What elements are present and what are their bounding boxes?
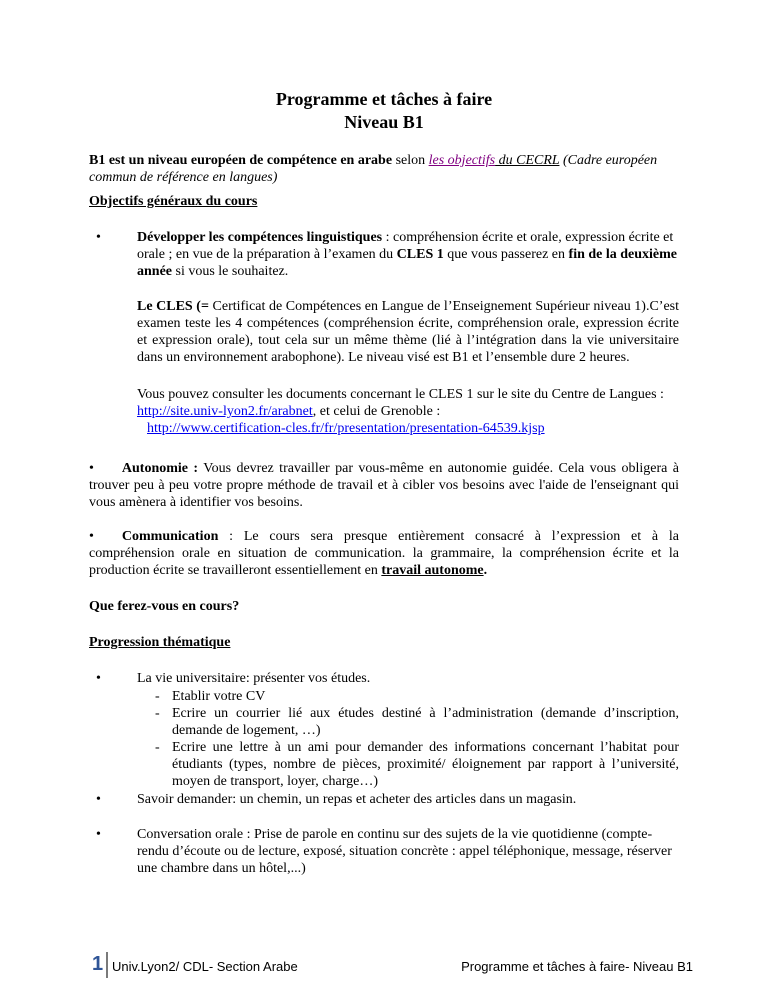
bullet-icon: •	[96, 792, 101, 807]
item-savoir-demander: Savoir demander: un chemin, un repas et acheter des articles dans un magasin.	[137, 792, 577, 807]
cles-bold: CLES 1	[396, 247, 444, 262]
arabnet-link[interactable]: http://site.univ-lyon2.fr/arabnet	[137, 404, 313, 419]
consult-text1: Vous pouvez consulter les documents concernant le CLES 1 sur le site du Centre de Langues :	[137, 387, 664, 402]
communication-text: : Le cours sera presque entièrement consacré à l’expression et à la compréhension orale en situation de communication. la grammaire, la compréhension écrite et la production écrite se travailleront essentiellement en	[89, 529, 679, 578]
communication-end: .	[483, 563, 488, 578]
certification-link[interactable]: http://www.certification-cles.fr/fr/presentation/presentation-64539.kjsp	[147, 421, 545, 436]
footer-right-text: Programme et tâches à faire- Niveau B1	[461, 959, 693, 974]
item-conversation: Conversation orale : Prise de parole en continu sur des sujets de la vie quotidienne (compte-rendu d’écoute ou de lecture, exposé, situation concrète : appel téléphonique, message, réserver une chambre dans un hôtel,...)	[137, 827, 672, 876]
bullet-icon: •	[89, 529, 94, 544]
footer-divider	[106, 952, 108, 978]
dash-icon: -	[155, 706, 160, 721]
cours-heading: Que ferez-vous en cours?	[89, 599, 240, 614]
competences-text3: si vous le souhaitez.	[172, 264, 289, 279]
autonomie-text: Vous devrez travailler par vous-même en autonomie guidée. Cela vous obligera à trouver peu à peu votre propre méthode de travail et à cibler vos besoins avec l'aide de l'enseignant qui vous amènera à identifier vos besoins.	[89, 461, 679, 510]
autonomie-bold: Autonomie :	[121, 461, 199, 476]
footer-left-text: Univ.Lyon2/ CDL- Section Arabe	[112, 959, 298, 974]
objectifs-heading: Objectifs généraux du cours	[89, 194, 258, 209]
intro-bold: B1 est un niveau européen de compétence en arabe	[89, 153, 393, 168]
competences-text2: que vous passerez en	[443, 247, 569, 262]
objectifs-link[interactable]: les objectifs	[428, 153, 496, 168]
page-number: 1	[92, 953, 104, 975]
competences-bold: Développer les compétences linguistiques	[137, 230, 383, 245]
fin-bold: fin de la deuxième année	[137, 247, 678, 279]
dash-item-lettre: Ecrire une lettre à un ami pour demander des informations concernant l’habitat pour étudiants (types, nombre de pièces, proximité/ éloignement par rapport à l’université, moyen de transport, loyer, charge…)	[172, 740, 679, 789]
communication-bold: Communication	[121, 529, 219, 544]
competences-text: : compréhension écrite et orale, expression écrite et orale ; en vue de la préparation à l’examen du	[137, 230, 674, 262]
objectif-item-competences	[137, 229, 679, 280]
dash-item-cv: Etablir votre CV	[172, 689, 266, 704]
intro-cecrl: du CECRL	[495, 153, 560, 168]
cles-paragraph	[137, 298, 679, 366]
consult-text2: , et celui de Grenoble :	[312, 404, 441, 419]
bullet-icon: •	[96, 230, 101, 245]
intro-selon: selon	[392, 153, 429, 168]
progression-heading: Progression thématique	[89, 635, 231, 650]
cles-par-text: Certificat de Compétences en Langue de l’Enseignement Supérieur niveau 1).C’est examen teste les 4 compétences (compréhension écrite, compréhension orale, expression écrite et expression orale), tout cela sur un même thème (lié à l’intégration dans la vie universitaire dans un environnement arabophone). Le niveau visé est B1 et l’ensemble dure 2 heures.	[137, 299, 679, 365]
bullet-icon: •	[89, 461, 94, 476]
bullet-icon: •	[96, 671, 101, 686]
dash-icon: -	[155, 740, 160, 755]
autonomie-paragraph	[89, 460, 679, 511]
item-vie-universitaire: La vie universitaire: présenter vos études.	[137, 671, 371, 686]
intro-paren: (Cadre européen commun de référence en langues)	[89, 153, 658, 185]
dash-item-courrier: Ecrire un courrier lié aux études destiné à l’administration (demande d’inscription, demande de logement, …)	[172, 706, 679, 738]
consult-paragraph	[137, 386, 679, 437]
intro-paragraph	[89, 152, 679, 186]
dash-icon: -	[155, 689, 160, 704]
page-subtitle: Niveau B1	[344, 112, 424, 132]
travail-autonome: travail autonome	[381, 563, 484, 578]
page-title: Programme et tâches à faire	[275, 89, 493, 109]
cles-par-bold: Le CLES (=	[137, 299, 209, 314]
communication-paragraph	[89, 528, 679, 579]
bullet-icon: •	[96, 827, 101, 842]
